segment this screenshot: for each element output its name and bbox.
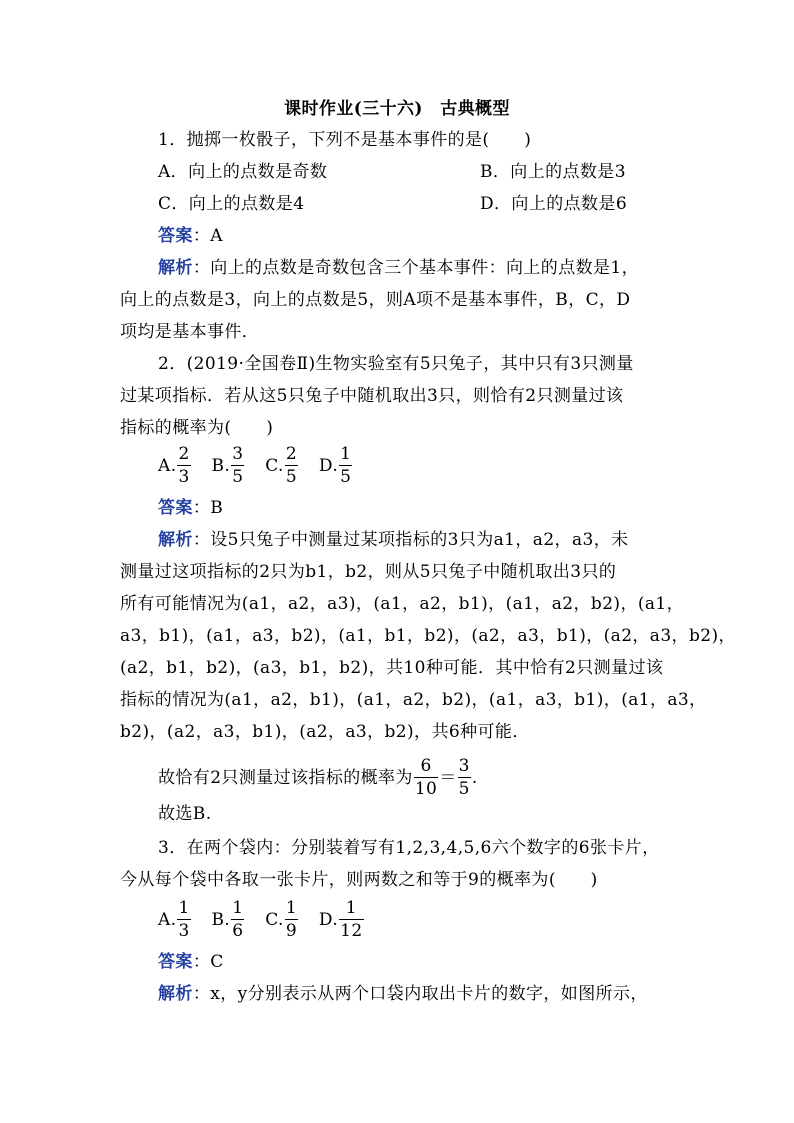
- q2-option-d: D. $\frac{1}{5}$: [318, 444, 352, 487]
- q2-options: [158, 444, 367, 489]
- q3-option-c: C. $\frac{1}{9}$: [265, 898, 298, 941]
- q3-stem: 今从每个袋中各取一张卡片，则两数之和等于9的概率为( ): [120, 870, 598, 890]
- analysis-text: ：设5只兔子中测量过某项指标的3只为a1，a2，a3，未: [192, 530, 629, 550]
- q2-answer: [158, 496, 223, 520]
- answer-label: 答案: [158, 498, 193, 518]
- q2-analysis-line: a3，b1)，(a1，a3，b2)，(a1，b1，b2)，(a2，a3，b1)，(a2，a3，b2)，: [120, 626, 736, 646]
- q3-option-d: D. $\frac{1}{12}$: [318, 898, 363, 941]
- q3-options: [158, 898, 379, 943]
- q2-analysis-line: 指标的情况为(a1，a2，b1)，(a1，a2，b2)，(a1，a3，b1)，(a1，a3，: [120, 690, 707, 710]
- analysis-text: ：向上的点数是奇数包含三个基本事件：向上的点数是1，: [192, 258, 640, 278]
- analysis-text: ：x，y分别表示从两个口袋内取出卡片的数字，如图所示，: [192, 984, 648, 1004]
- q1-option-c: C．向上的点数是4: [158, 194, 305, 214]
- q3-stem: 3．在两个袋内：分别装着写有1,2,3,4,5,6六个数字的6张卡片，: [158, 838, 660, 858]
- answer-value: ：B: [192, 498, 224, 518]
- q2-stem: 2．(2019·全国卷Ⅱ)生物实验室有5只兔子，其中只有3只测量: [158, 354, 634, 374]
- q2-stem: 过某项指标．若从这5只兔子中随机取出3只，则恰有2只测量过该: [120, 386, 624, 406]
- q2-stem: 指标的概率为( ): [120, 418, 274, 438]
- q1-analysis-line: 项均是基本事件．: [120, 322, 260, 342]
- q3-option-b: B. $\frac{1}{6}$: [211, 898, 244, 941]
- analysis-label: 解析: [158, 984, 193, 1004]
- q1-analysis-line: 向上的点数是3，向上的点数是5，则A项不是基本事件，B，C，D: [120, 290, 631, 310]
- q2-option-a: A. $\frac{2}{3}$: [158, 444, 190, 487]
- q2-option-c: C. $\frac{2}{5}$: [265, 444, 298, 487]
- q2-choose: 故选B.: [158, 804, 212, 824]
- q3-answer: [158, 950, 224, 974]
- answer-value: ：C: [192, 952, 224, 972]
- q1-analysis-line: [158, 256, 639, 280]
- q2-option-b: B. $\frac{3}{5}$: [211, 444, 244, 487]
- answer-value: ：A: [192, 226, 223, 246]
- q1-option-a: A．向上的点数是奇数: [158, 162, 328, 182]
- analysis-label: 解析: [158, 530, 193, 550]
- answer-label: 答案: [158, 226, 193, 246]
- fraction: $\frac{3}{5}$: [458, 756, 470, 799]
- q1-option-b: B．向上的点数是3: [480, 162, 626, 182]
- q1-option-d: D．向上的点数是6: [480, 194, 628, 214]
- q2-analysis-line: 所有可能情况为(a1，a2，a3)，(a1，a2，b1)，(a1，a2，b2)，(a1，: [120, 594, 685, 614]
- analysis-label: 解析: [158, 258, 193, 278]
- q2-probability-line: 故恰有2只测量过该指标的概率为 $\frac{6}{10}$ ＝ $\frac{3}{5}$ .: [158, 756, 478, 799]
- q1-stem: 1．抛掷一枚骰子，下列不是基本事件的是( ): [158, 130, 532, 150]
- page-title: 课时作业(三十六) 古典概型: [284, 99, 510, 119]
- answer-label: 答案: [158, 952, 193, 972]
- q2-analysis-line: (a2，b1，b2)，(a3，b1，b2)，共10种可能．其中恰有2只测量过该: [120, 658, 664, 678]
- q3-analysis-line: [158, 982, 648, 1006]
- fraction: $\frac{6}{10}$: [414, 756, 438, 799]
- q3-option-a: A. $\frac{1}{3}$: [158, 898, 190, 941]
- q2-analysis-line: b2)，(a2，a3，b1)，(a2，a3，b2)，共6种可能．: [120, 722, 530, 742]
- q1-answer: [158, 224, 223, 248]
- q2-analysis-line: 测量过这项指标的2只为b1，b2，则从5只兔子中随机取出3只的: [120, 562, 617, 582]
- q2-analysis-line: [158, 528, 629, 552]
